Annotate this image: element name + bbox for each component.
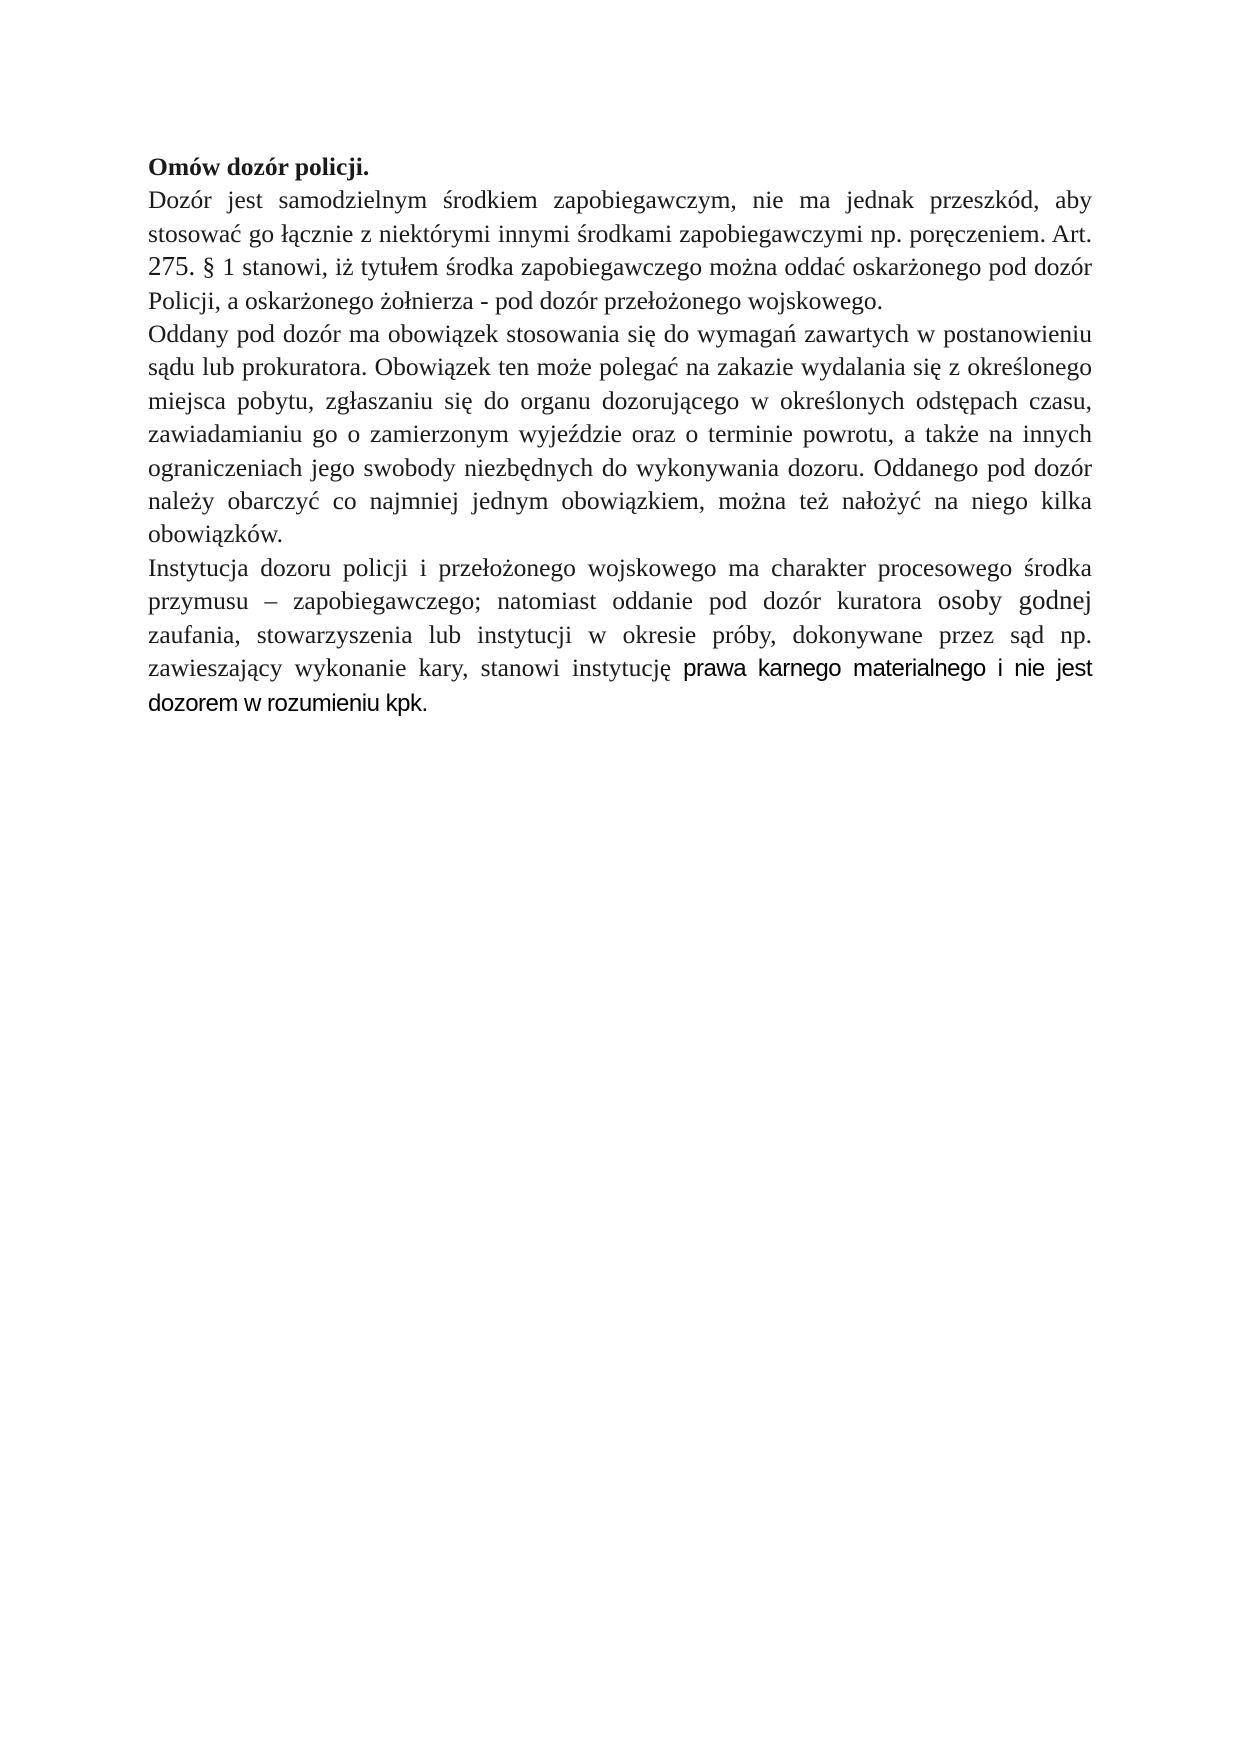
paragraph-3-emphasis: osoby godnej — [937, 585, 1093, 616]
paragraph-3-tail: prawa karnego materialnego i nie jest dozorem w rozumieniu kpk. — [148, 655, 1092, 717]
paragraph-3 — [148, 551, 1092, 720]
paragraph-1 — [148, 183, 1092, 317]
paragraph-3-middle: zaufania, stowarzyszenia lub instytucji w okresie próby, dokonywane przez sąd np. zawieszający wykonanie kary, stanowi instytucję — [148, 619, 1092, 683]
paragraph-1-rest: § 1 stanowi, iż tytułem środka zapobiegawczego można oddać oskarżonego pod dozór Policji, a oskarżonego żołnierza - pod dozór przełożonego wojskowego. — [148, 252, 1092, 315]
document-body — [148, 150, 1092, 720]
document-heading: Omów dozór policji. — [148, 152, 370, 181]
paragraph-2: Oddany pod dozór ma obowiązek stosowania się do wymagań zawartych w postanowieniu sądu lub prokuratora. Obowiązek ten może polegać na zakazie wydalania się z określonego miejsca pobytu, zgłaszaniu się do organu dozorującego w określonych odstępach czasu, zawiadamianiu go o zamierzonym wyjeździe oraz o terminie powrotu, a także na innych ograniczeniach jego swobody niezbędnych do wykonywania dozoru. Oddanego pod dozór należy obarczyć co najmniej jednym obowiązkiem, można też nałożyć na niego kilka obowiązków. — [148, 319, 1092, 549]
article-number: 275. — [148, 251, 196, 282]
paragraph-3-start: Instytucja dozoru policji i przełożonego wojskowego ma charakter procesowego środka przymusu – zapobiegawczego; natomiast oddanie pod dozór kuratora — [148, 552, 1092, 616]
paragraph-1-text: Dozór jest samodzielnym środkiem zapobiegawczym, nie ma jednak przeszkód, aby stosować go łącznie z niektórymi innymi środkami zapobiegawczymi np. poręczeniem. Art. — [148, 185, 1092, 248]
